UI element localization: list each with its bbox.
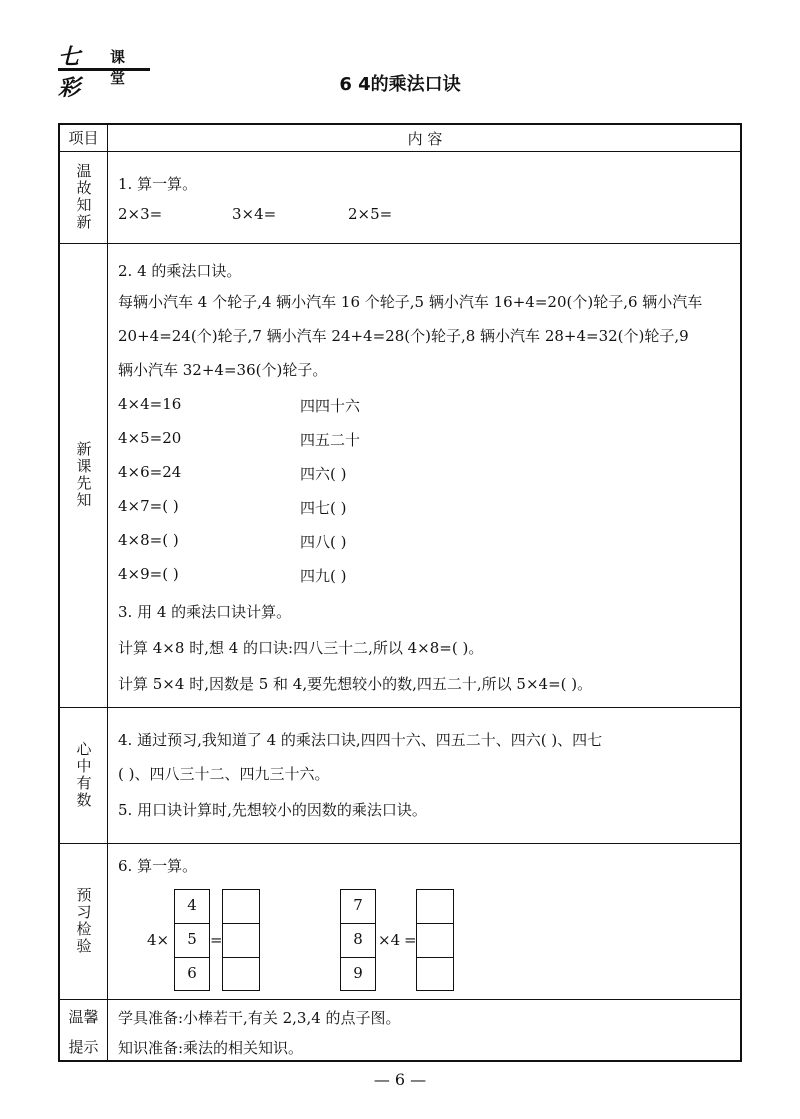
row-divider <box>60 243 740 244</box>
answer-column[interactable] <box>222 889 260 991</box>
question-4: 4. 通过预习,我知道了 4 的乘法口诀,四四十六、四五二十、四六( )、四七 <box>118 731 603 749</box>
rhyme-row: 四九( ) <box>300 567 347 585</box>
rhyme-row: 四六( ) <box>300 465 347 483</box>
number-cell: 7 <box>353 896 363 914</box>
tip-line: 知识准备:乘法的相关知识。 <box>118 1039 304 1057</box>
multiplier-prefix: 4× <box>147 931 170 949</box>
question-3: 3. 用 4 的乘法口诀计算。 <box>118 603 292 621</box>
section-label-check: 预习检验 <box>74 887 93 955</box>
cell-divider <box>175 957 209 958</box>
cell-divider <box>175 923 209 924</box>
number-cell: 8 <box>353 930 363 948</box>
page-title: 6 4的乘法口诀 <box>339 74 461 95</box>
logo-sub: 课堂 <box>110 48 127 87</box>
equation-row: 4×6=24 <box>118 463 182 481</box>
question-5: 5. 用口诀计算时,先想较小的因数的乘法口诀。 <box>118 801 427 819</box>
paragraph-line: 20+4=24(个)轮子,7 辆小汽车 24+4=28(个)轮子,8 辆小汽车 28+4=32(个)轮子,9 <box>118 327 689 345</box>
cell-divider <box>223 957 259 958</box>
cell-divider <box>223 923 259 924</box>
worksheet-table <box>58 123 742 1062</box>
equation-row: 4×5=20 <box>118 429 182 447</box>
row-divider <box>60 151 740 152</box>
row-divider <box>60 707 740 708</box>
row-divider <box>60 999 740 1000</box>
question-6: 6. 算一算。 <box>118 857 198 875</box>
equation-row: 4×8=( ) <box>118 531 179 549</box>
rhyme-row: 四四十六 <box>300 397 361 415</box>
section-label-review: 温故知新 <box>74 163 93 231</box>
question-4-cont: ( )、四八三十二、四九三十六。 <box>118 765 330 783</box>
number-column <box>174 889 210 991</box>
multiplier-suffix: ×4 <box>378 931 401 949</box>
number-cell: 6 <box>187 964 197 982</box>
header-project: 项目 <box>68 129 99 147</box>
tip-line: 学具准备:小棒若干,有关 2,3,4 的点子图。 <box>118 1009 401 1027</box>
page-number: — 6 — <box>373 1070 427 1089</box>
section-label-mind: 心中有数 <box>74 741 93 809</box>
number-column <box>340 889 376 991</box>
exercise: 3×4= <box>232 205 277 223</box>
equation-row: 4×4=16 <box>118 395 182 413</box>
question-1: 1. 算一算。 <box>118 175 198 193</box>
section-label-tips-1: 温馨 <box>68 1008 99 1026</box>
answer-column[interactable] <box>416 889 454 991</box>
cell-divider <box>417 957 453 958</box>
header-content: 内 容 <box>407 130 443 148</box>
row-divider <box>60 843 740 844</box>
logo-brand: 七彩 <box>58 44 82 101</box>
rhyme-row: 四五二十 <box>300 431 361 449</box>
rhyme-row: 四七( ) <box>300 499 347 517</box>
question-2: 2. 4 的乘法口诀。 <box>118 262 242 280</box>
section-label-tips-2: 提示 <box>68 1038 99 1056</box>
equals-sign: = <box>404 931 417 949</box>
equation-row: 4×9=( ) <box>118 565 179 583</box>
number-cell: 9 <box>353 964 363 982</box>
exercise: 2×5= <box>348 205 393 223</box>
equation-row: 4×7=( ) <box>118 497 179 515</box>
exercise: 2×3= <box>118 205 163 223</box>
calc-line: 计算 5×4 时,因数是 5 和 4,要先想较小的数,四五二十,所以 5×4=( )。 <box>118 675 593 693</box>
section-label-preview: 新课先知 <box>74 441 93 509</box>
number-cell: 5 <box>187 930 197 948</box>
calc-line: 计算 4×8 时,想 4 的口诀:四八三十二,所以 4×8=( )。 <box>118 639 484 657</box>
cell-divider <box>341 957 375 958</box>
column-divider <box>107 125 108 1060</box>
number-cell: 4 <box>187 896 197 914</box>
paragraph-line: 每辆小汽车 4 个轮子,4 辆小汽车 16 个轮子,5 辆小汽车 16+4=20(个)轮子,6 辆小汽车 <box>118 293 703 311</box>
rhyme-row: 四八( ) <box>300 533 347 551</box>
cell-divider <box>417 923 453 924</box>
equals-sign: = <box>210 931 223 949</box>
cell-divider <box>341 923 375 924</box>
paragraph-line: 辆小汽车 32+4=36(个)轮子。 <box>118 361 328 379</box>
